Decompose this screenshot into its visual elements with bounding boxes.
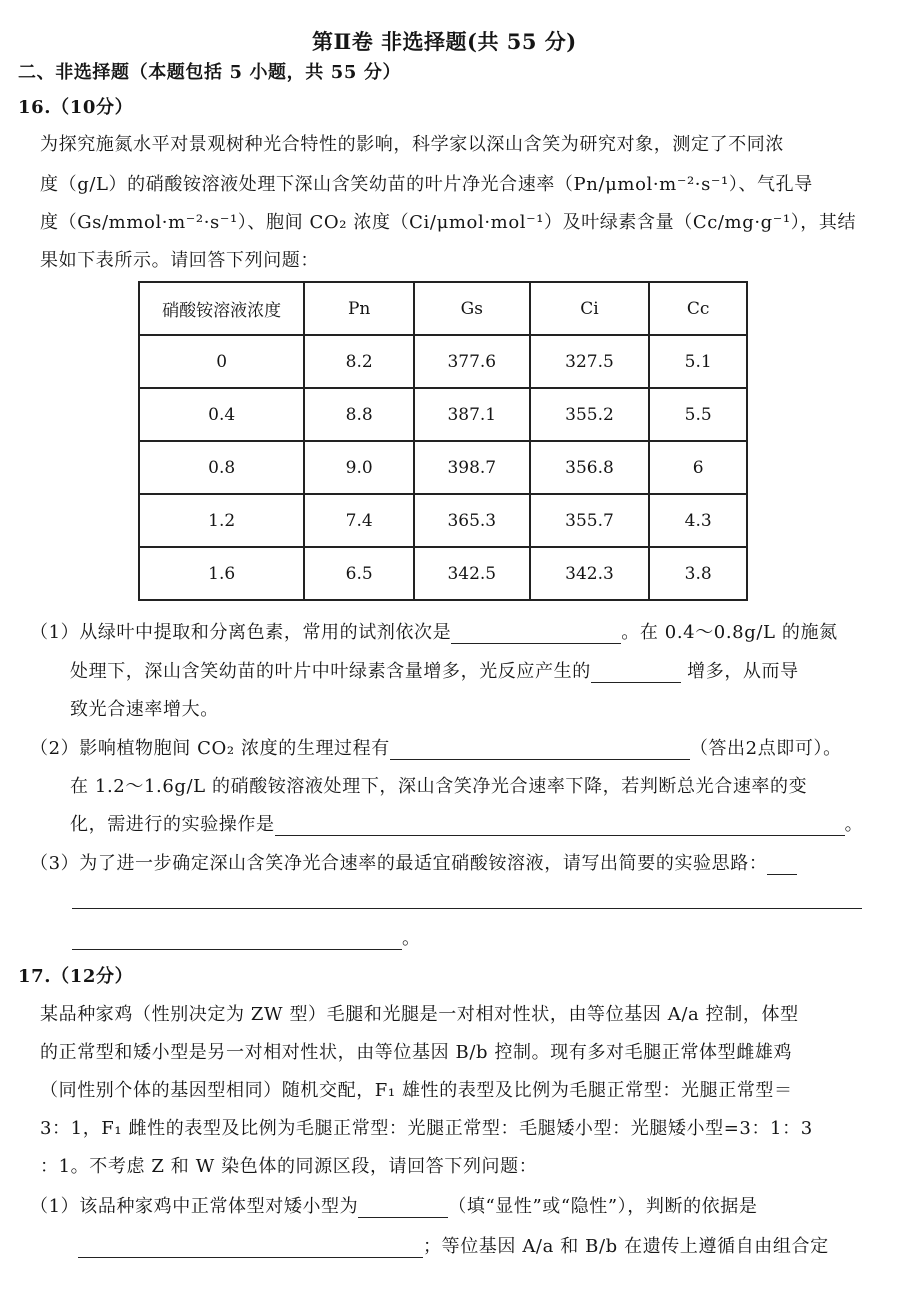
answer-blank[interactable] [390, 741, 690, 760]
table-cell: 398.7 [414, 441, 530, 494]
table-cell: 387.1 [414, 388, 530, 441]
answer-line[interactable] [72, 908, 862, 909]
table-cell: 377.6 [414, 335, 530, 388]
table-cell: 0.4 [139, 388, 304, 441]
q16-p2-line-2: 在 1.2～1.6g/L 的硝酸铵溶液处理下，深山含笑净光合速率下降，若判断总光合速率的变 [70, 776, 808, 797]
table-header-cell: Cc [649, 282, 747, 335]
table-cell: 0.8 [139, 441, 304, 494]
table-cell: 7.4 [304, 494, 414, 547]
table-row [139, 547, 747, 600]
answer-blank[interactable] [72, 931, 402, 950]
table-cell: 4.3 [649, 494, 747, 547]
q17-p1-line-2: ；等位基因 A/a 和 B/b 在遗传上遵循自由组合定 [78, 1236, 829, 1258]
table-cell: 356.8 [530, 441, 650, 494]
table-cell: 9.0 [304, 441, 414, 494]
q16-intro-line-3: 度（Gs/mmol·m⁻²·s⁻¹）、胞间 CO₂ 浓度（Ci/μmol·mol⁻¹）及叶绿素含量（Cc/mg·g⁻¹），其结 [40, 212, 857, 233]
table-cell: 1.2 [139, 494, 304, 547]
q16-p3-line-1: （3）为了进一步确定深山含笑净光合速率的最适宜硝酸铵溶液，请写出简要的实验思路： [30, 853, 797, 875]
table-cell: 8.8 [304, 388, 414, 441]
q17-intro-line-2: 的正常型和矮小型是另一对相对性状，由等位基因 B/b 控制。现有多对毛腿正常体型雌雄鸡 [40, 1042, 793, 1063]
q17-intro-line-3: （同性别个体的基因型相同）随机交配，F₁ 雄性的表型及比例为毛腿正常型：光腿正常型＝ [40, 1080, 793, 1101]
table-row [139, 388, 747, 441]
q16-p3-line-3: 。 [72, 928, 421, 950]
table-header-cell: Ci [530, 282, 650, 335]
table-header-row [139, 282, 747, 335]
table-header-cell: Pn [304, 282, 414, 335]
table-row [139, 494, 747, 547]
table-cell: 3.8 [649, 547, 747, 600]
q16-p1-line-1: （1）从绿叶中提取和分离色素，常用的试剂依次是 。在 0.4～0.8g/L 的施氮 [30, 622, 838, 643]
q17-number: 17.（12分） [18, 966, 134, 987]
answer-blank[interactable] [451, 625, 621, 644]
q16-p2-line-1: （2）影响植物胞间 CO₂ 浓度的生理过程有 （答出2点即可）。 [30, 738, 842, 759]
table-cell: 355.2 [530, 388, 650, 441]
table-cell: 5.1 [649, 335, 747, 388]
table-cell: 365.3 [414, 494, 530, 547]
q16-p1-line-3: 致光合速率增大。 [70, 699, 219, 720]
table-header-cell: Gs [414, 282, 530, 335]
table-cell: 5.5 [649, 388, 747, 441]
answer-blank[interactable] [358, 1199, 448, 1218]
table-cell: 342.5 [414, 547, 530, 600]
table-cell: 342.3 [530, 547, 650, 600]
answer-blank[interactable] [767, 856, 797, 875]
table-cell: 327.5 [530, 335, 650, 388]
q16-intro-line-2: 度（g/L）的硝酸铵溶液处理下深山含笑幼苗的叶片净光合速率（Pn/μmol·m⁻²·s⁻¹）、气孔导 [40, 174, 813, 195]
q17-intro-line-5: ：1。不考虑 Z 和 W 染色体的同源区段，请回答下列问题： [40, 1156, 538, 1177]
q17-intro-line-4: 3：1，F₁ 雌性的表型及比例为毛腿正常型：光腿正常型：毛腿矮小型：光腿矮小型=3：1：3 [40, 1118, 813, 1139]
table-row [139, 441, 747, 494]
part-title: 第Ⅱ卷 非选择题(共 55 分) [312, 29, 577, 54]
answer-blank[interactable] [78, 1239, 423, 1258]
answer-blank[interactable] [591, 664, 681, 683]
q16-intro-line-4: 果如下表所示。请回答下列问题： [40, 250, 319, 271]
table-cell: 355.7 [530, 494, 650, 547]
data-table [138, 281, 748, 601]
answer-blank[interactable] [275, 817, 845, 836]
q17-p1-line-1: （1）该品种家鸡中正常体型对矮小型为 （填“显性”或“隐性”），判断的依据是 [30, 1196, 758, 1217]
q16-number: 16.（10分） [18, 97, 134, 118]
table-header-cell: 硝酸铵溶液浓度 [139, 282, 304, 335]
table-cell: 6 [649, 441, 747, 494]
q17-intro-line-1: 某品种家鸡（性别决定为 ZW 型）毛腿和光腿是一对相对性状，由等位基因 A/a 控制，体型 [40, 1004, 799, 1025]
table-row [139, 335, 747, 388]
table-cell: 1.6 [139, 547, 304, 600]
q16-intro-line-1: 为探究施氮水平对景观树种光合特性的影响，科学家以深山含笑为研究对象，测定了不同浓 [40, 134, 784, 155]
table-cell: 0 [139, 335, 304, 388]
section-title: 二、非选择题（本题包括 5 小题，共 55 分） [18, 62, 402, 83]
table-cell: 6.5 [304, 547, 414, 600]
q16-p1-line-2: 处理下，深山含笑幼苗的叶片中叶绿素含量增多，光反应产生的 增多，从而导 [70, 661, 799, 682]
q16-p2-line-3: 化，需进行的实验操作是 。 [70, 814, 864, 835]
table-cell: 8.2 [304, 335, 414, 388]
